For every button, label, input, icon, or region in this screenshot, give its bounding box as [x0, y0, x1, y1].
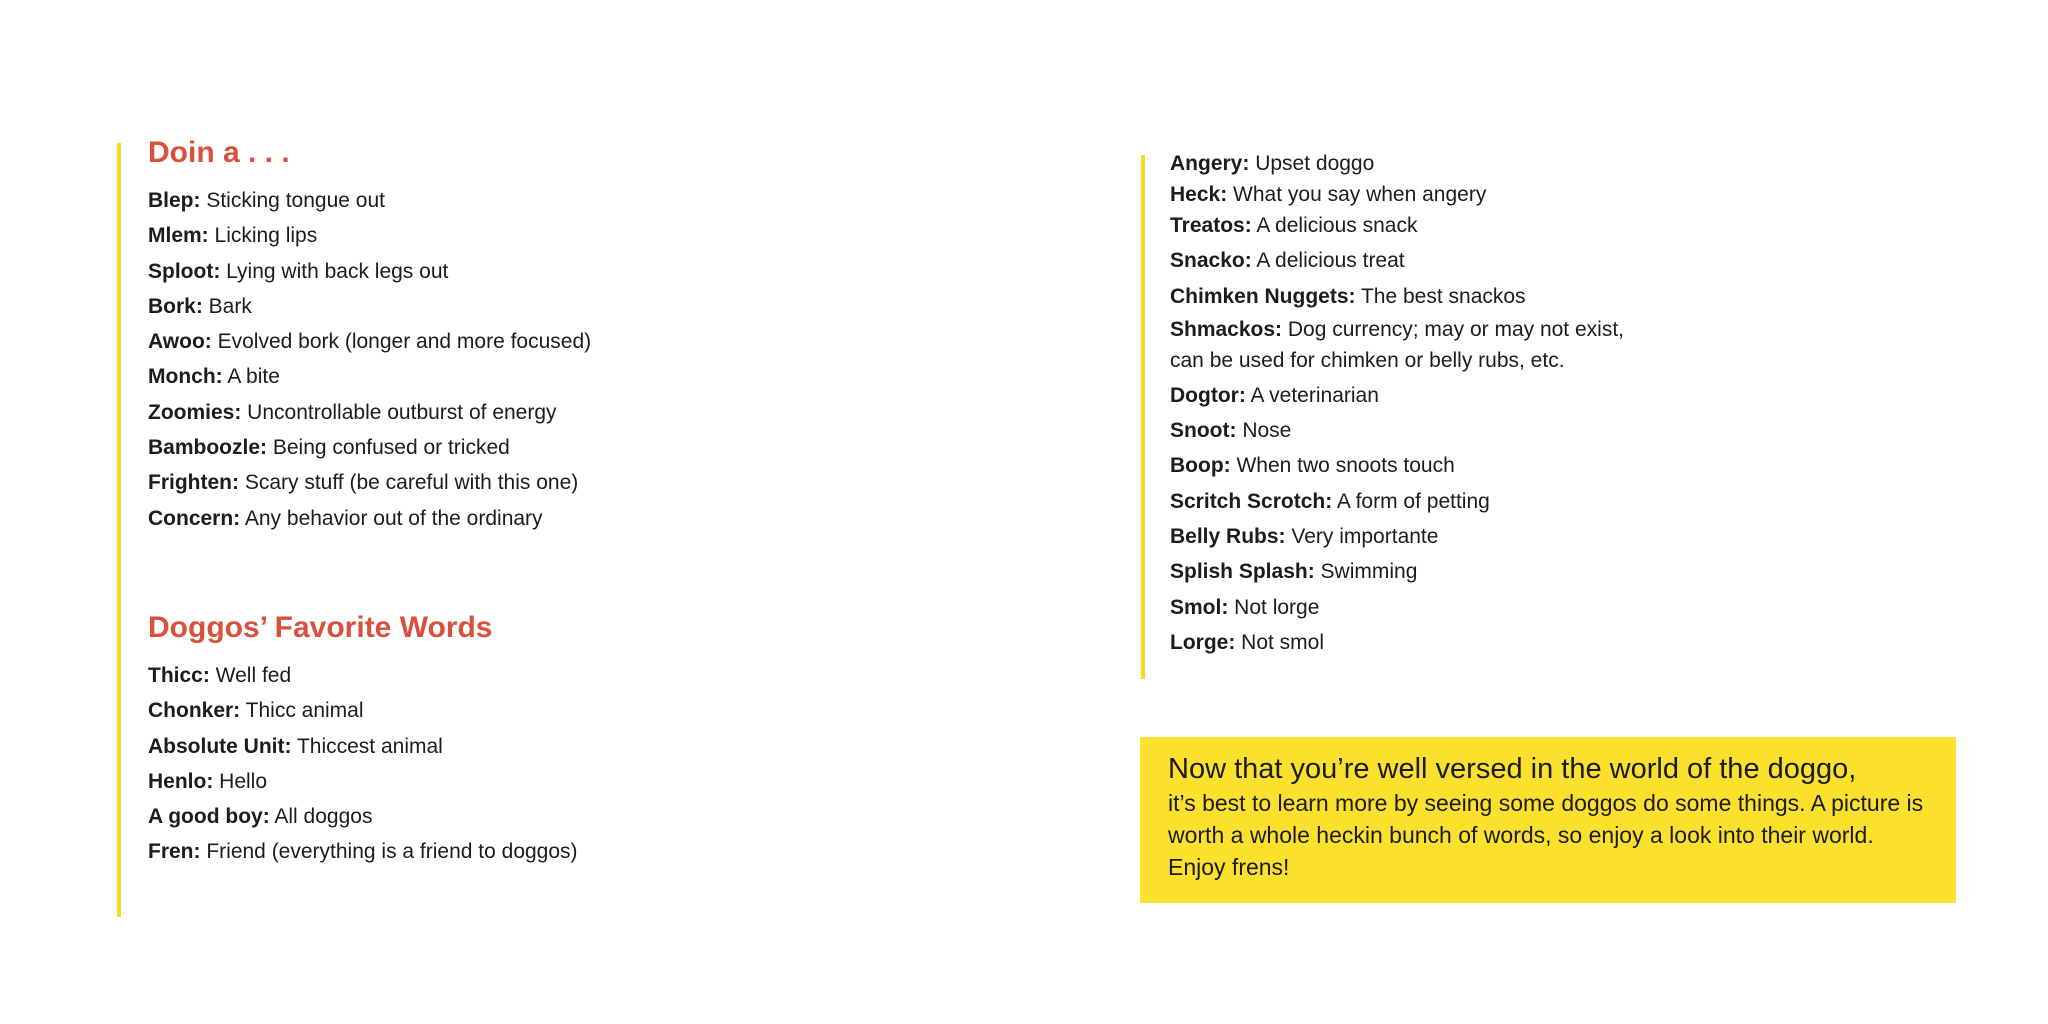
- entry-term: Boop:: [1170, 454, 1231, 478]
- glossary-entry: [1170, 181, 1930, 208]
- entry-definition: All doggos: [269, 805, 373, 829]
- entry-definition: Licking lips: [208, 224, 318, 248]
- left-accent-rule: [117, 143, 121, 917]
- doin-heading: Doin a . . .: [148, 136, 290, 169]
- entry-definition: The best snackos: [1355, 284, 1526, 308]
- entry-term: Snoot:: [1170, 419, 1237, 443]
- glossary-entry: [1170, 625, 1930, 660]
- glossary-entry: [1170, 243, 1930, 278]
- entry-term: A good boy:: [148, 805, 270, 829]
- entry-term: Smol:: [1170, 595, 1229, 619]
- glossary-entry: [1170, 212, 1930, 239]
- glossary-entry: [148, 693, 1048, 728]
- entry-definition: Scary stuff (be careful with this one): [238, 471, 579, 495]
- entry-definition: What you say when angery: [1227, 183, 1487, 207]
- right-accent-rule: [1141, 155, 1145, 679]
- entry-definition: A delicious treat: [1251, 249, 1405, 273]
- entry-term: Zoomies:: [148, 400, 242, 424]
- entry-definition: Swimming: [1314, 560, 1418, 584]
- entry-definition: Lying with back legs out: [220, 259, 449, 283]
- entry-definition-continued: can be used for chimken or belly rubs, etc.: [1170, 348, 1565, 372]
- entry-term: Angery:: [1170, 152, 1250, 175]
- entry-definition: Sticking tongue out: [200, 189, 385, 212]
- glossary-entry: [1170, 314, 1930, 376]
- glossary-entry: [148, 729, 1048, 764]
- glossary-entry: [148, 834, 1048, 869]
- glossary-entry: [1170, 554, 1930, 589]
- entry-definition: When two snoots touch: [1230, 454, 1455, 478]
- entry-term: Snacko:: [1170, 249, 1252, 273]
- glossary-entry: [148, 764, 1048, 799]
- entry-term: Treatos:: [1170, 214, 1252, 238]
- callout-lead-text: Now that you’re well versed in the world of the doggo,: [1168, 753, 1857, 785]
- glossary-entry: [148, 658, 1048, 693]
- glossary-entry: [148, 395, 1048, 430]
- glossary-entry: [148, 324, 1048, 359]
- entry-term: Chimken Nuggets:: [1170, 284, 1356, 308]
- glossary-entry: [148, 218, 1048, 253]
- entry-term: Thicc:: [148, 664, 210, 687]
- more-words-list: [1170, 146, 1930, 660]
- entry-term: Mlem:: [148, 224, 209, 248]
- glossary-entry: [1170, 519, 1930, 554]
- entry-term: Lorge:: [1170, 630, 1236, 654]
- entry-term: Splish Splash:: [1170, 560, 1315, 584]
- entry-term: Dogtor:: [1170, 383, 1246, 407]
- glossary-entry: [1170, 448, 1930, 483]
- favorite-words-heading: Doggos’ Favorite Words: [148, 611, 493, 644]
- glossary-entry: [148, 430, 1048, 465]
- entry-definition: Well fed: [209, 664, 292, 687]
- entry-definition: Dog currency; may or may not exist,: [1282, 317, 1624, 341]
- more-words-section: [1170, 146, 1930, 660]
- entry-definition: Friend (everything is a friend to doggos): [200, 840, 578, 864]
- entry-term: Heck:: [1170, 183, 1228, 207]
- callout-body-text: it’s best to learn more by seeing some doggos do some things. A picture is worth a whole heckin bunch of words, so enjoy a look into their world. Enjoy frens!: [1168, 790, 1924, 880]
- entry-term: Absolute Unit:: [148, 734, 292, 758]
- glossary-entry: [1170, 146, 1930, 181]
- glossary-entry: [148, 289, 1048, 324]
- entry-definition: Being confused or tricked: [267, 436, 510, 460]
- favorite-words-list: [148, 658, 1048, 870]
- entry-term: Shmackos:: [1170, 317, 1283, 341]
- glossary-entry: [148, 183, 1048, 218]
- glossary-entry: [148, 359, 1048, 394]
- glossary-entry: [1170, 413, 1930, 448]
- entry-term: Scritch Scrotch:: [1170, 489, 1333, 513]
- glossary-entry: [148, 465, 1048, 500]
- glossary-entry: [148, 799, 1048, 834]
- entry-term: Chonker:: [148, 699, 241, 723]
- entry-term: Henlo:: [148, 769, 214, 793]
- glossary-entry: [148, 501, 1048, 536]
- entry-term: Fren:: [148, 840, 201, 864]
- entry-definition: Upset doggo: [1249, 152, 1375, 175]
- callout-box: [1140, 737, 1956, 903]
- entry-definition: Not lorge: [1228, 595, 1320, 619]
- entry-definition: Evolved bork (longer and more focused): [211, 330, 592, 354]
- entry-definition: A bite: [222, 365, 280, 389]
- entry-definition: Uncontrollable outburst of energy: [241, 400, 557, 424]
- entry-term: Awoo:: [148, 330, 212, 354]
- entry-definition: A form of petting: [1332, 489, 1490, 513]
- favorite-words-section: [148, 608, 1048, 870]
- entry-definition: Very importante: [1285, 525, 1439, 549]
- entry-definition: Thicc animal: [240, 699, 364, 723]
- entry-term: Concern:: [148, 506, 241, 530]
- entry-term: Sploot:: [148, 259, 221, 283]
- glossary-entry: [1170, 279, 1930, 314]
- glossary-entry: [1170, 378, 1930, 413]
- entry-definition: A delicious snack: [1251, 214, 1418, 238]
- entry-term: Bork:: [148, 294, 203, 318]
- entry-term: Blep:: [148, 189, 201, 212]
- entry-definition: Nose: [1236, 419, 1292, 443]
- entry-term: Belly Rubs:: [1170, 525, 1286, 549]
- entry-term: Monch:: [148, 365, 223, 389]
- entry-definition: Not smol: [1235, 630, 1325, 654]
- entry-definition: Thiccest animal: [291, 734, 443, 758]
- glossary-entry: [1170, 590, 1930, 625]
- doin-list: [148, 183, 1048, 536]
- entry-definition: Hello: [213, 769, 268, 793]
- glossary-entry: [148, 254, 1048, 289]
- glossary-entry: [1170, 484, 1930, 519]
- entry-definition: Any behavior out of the ordinary: [240, 506, 543, 530]
- entry-term: Bamboozle:: [148, 436, 268, 460]
- entry-definition: Bark: [202, 294, 252, 318]
- entry-definition: A veterinarian: [1245, 383, 1379, 407]
- entry-term: Frighten:: [148, 471, 239, 495]
- doin-section: [148, 133, 1048, 536]
